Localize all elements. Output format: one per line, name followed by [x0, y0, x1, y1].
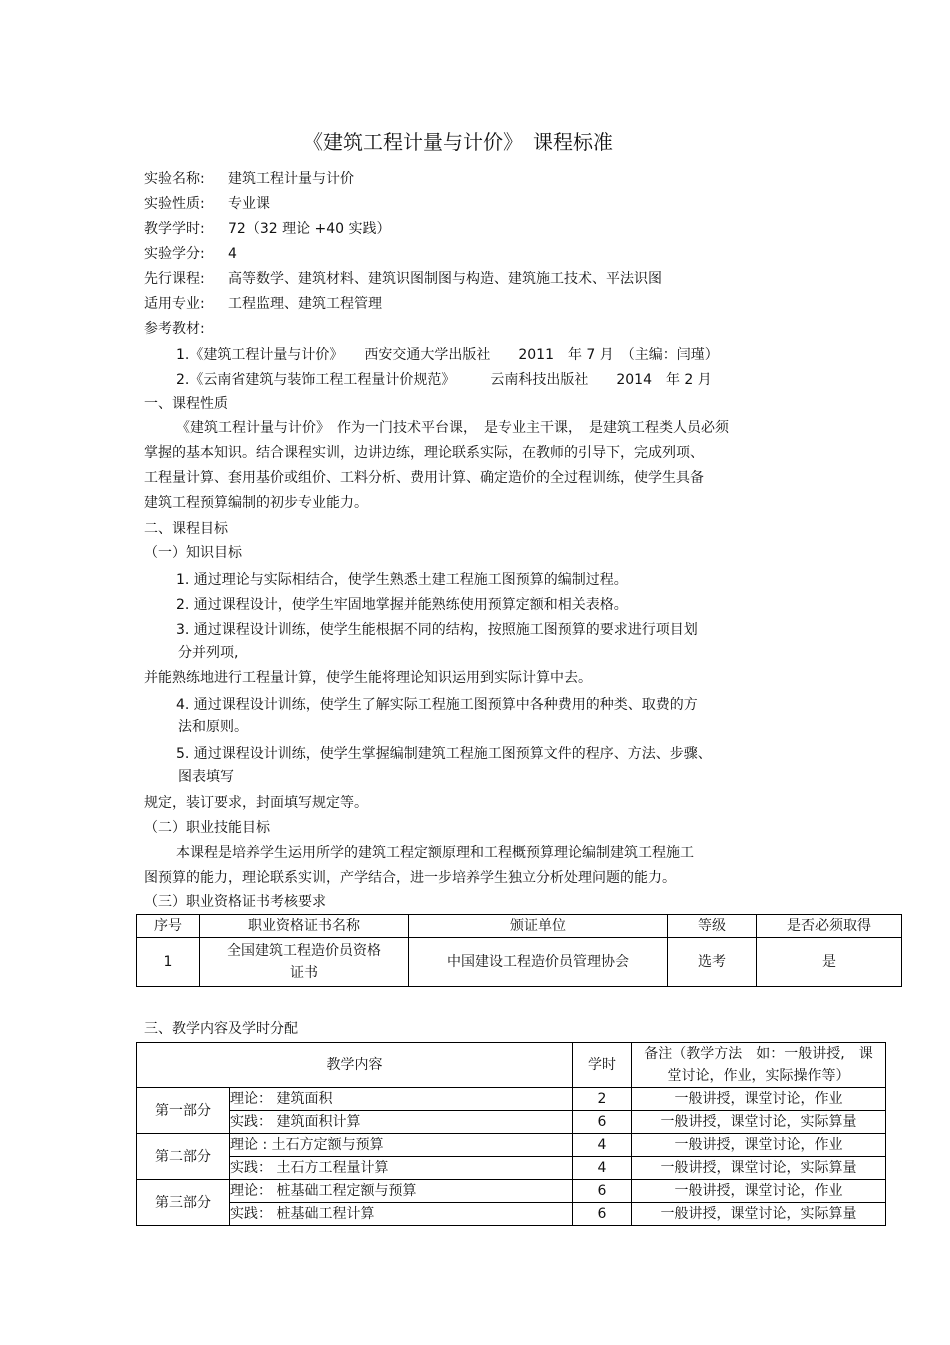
table-header-row: [137, 1043, 886, 1088]
header-cell-note: [632, 1043, 886, 1088]
info-value: 建筑工程计量与计价: [228, 171, 354, 187]
content-cell: 理论 : 土石方定额与预算: [230, 1134, 573, 1157]
info-label: 实验性质:: [144, 196, 205, 212]
subsection-heading: （二）职业技能目标: [144, 820, 270, 836]
list-item: 5. 通过课程设计训练，使学生掌握编制建筑工程施工图预算文件的程序、方法、步骤、: [176, 746, 712, 762]
hours-cell: 6: [573, 1111, 632, 1134]
content-cell: 理论： 建筑面积: [230, 1088, 573, 1111]
note-cell: 一般讲授，课堂讨论，实际算量: [632, 1203, 886, 1226]
note-cell: 一般讲授，课堂讨论，实际算量: [632, 1157, 886, 1180]
list-item: 2. 通过课程设计，使学生牢固地掌握并能熟练使用预算定额和相关表格。: [176, 597, 628, 613]
list-item: 4. 通过课程设计训练，使学生了解实际工程施工图预算中各种费用的种类、取费的方: [176, 697, 698, 713]
paragraph-line: 并能熟练地进行工程量计算，使学生能将理论知识运用到实际计算中去。: [144, 670, 592, 686]
hours-cell: 6: [573, 1203, 632, 1226]
cell-issuer: 中国建设工程造价员管理协会: [409, 938, 668, 987]
subsection-heading: （一）知识目标: [144, 545, 242, 561]
cert-name-line: 证书: [290, 965, 318, 981]
cell-no: 1: [137, 938, 200, 987]
table-row: [137, 1088, 886, 1111]
cell-level: 选考: [668, 938, 757, 987]
info-value: 工程监理、建筑工程管理: [228, 296, 382, 312]
part-cell: 第三部分: [137, 1180, 230, 1226]
hours-cell: 4: [573, 1157, 632, 1180]
page-title: 《建筑工程计量与计价》 课程标准: [303, 130, 613, 154]
part-cell: 第一部分: [137, 1088, 230, 1134]
paragraph-line: 《建筑工程计量与计价》 作为一门技术平台课， 是专业主干课， 是建筑工程类人员必须: [176, 420, 729, 436]
info-label: 教学学时:: [144, 221, 205, 237]
note-header-line: 备注（教学方法 如：一般讲授, 课: [644, 1046, 873, 1062]
content-cell: 实践： 土石方工程量计算: [230, 1157, 573, 1180]
header-cell: 学时: [573, 1043, 632, 1088]
table-row: [137, 1157, 886, 1180]
content-cell: 实践： 桩基础工程计算: [230, 1203, 573, 1226]
info-value: 专业课: [228, 196, 270, 212]
hours-cell: 4: [573, 1134, 632, 1157]
table-row: [137, 1134, 886, 1157]
part-cell: 第二部分: [137, 1134, 230, 1180]
paragraph-line: 建筑工程预算编制的初步专业能力。: [144, 495, 368, 511]
cell-required: 是: [757, 938, 902, 987]
table-row: [137, 1180, 886, 1203]
note-header-line: 堂讨论，作业，实际操作等）: [667, 1068, 850, 1084]
schedule-table: [136, 1042, 886, 1226]
header-cell: 序号: [137, 915, 200, 938]
info-label: 先行课程:: [144, 271, 205, 287]
info-label: 参考教材:: [144, 321, 205, 337]
content-cell: 实践： 建筑面积计算: [230, 1111, 573, 1134]
note-cell: 一般讲授，课堂讨论，作业: [632, 1088, 886, 1111]
list-item-continued: 分并列项,: [178, 645, 239, 661]
info-value: 4: [228, 246, 237, 262]
paragraph-line: 规定，装订要求，封面填写规定等。: [144, 795, 368, 811]
cell-cert-name: [200, 938, 409, 987]
header-cell: 是否必须取得: [757, 915, 902, 938]
textbook-item: 1.《建筑工程计量与计价》 西安交通大学出版社 2011 年 7 月 （主编：闫瑾）: [176, 347, 719, 363]
table-header-row: [137, 915, 902, 938]
list-item: 3. 通过课程设计训练，使学生能根据不同的结构，按照施工图预算的要求进行项目划: [176, 622, 698, 638]
section-heading: 三、教学内容及学时分配: [144, 1021, 298, 1037]
paragraph-line: 工程量计算、套用基价或组价、工料分析、费用计算、确定造价的全过程训练，使学生具备: [144, 470, 704, 486]
info-label: 适用专业:: [144, 296, 205, 312]
subsection-heading: （三）职业资格证书考核要求: [144, 894, 326, 910]
table-row: [137, 1203, 886, 1226]
list-item-continued: 图表填写: [178, 769, 234, 785]
paragraph-line: 图预算的能力，理论联系实训，产学结合，进一步培养学生独立分析处理问题的能力。: [144, 870, 676, 886]
cert-name-line: 全国建筑工程造价员资格: [227, 943, 381, 959]
note-cell: 一般讲授，课堂讨论，作业: [632, 1180, 886, 1203]
section-heading: 一、课程性质: [144, 396, 228, 412]
header-cell: 教学内容: [137, 1043, 573, 1088]
info-label: 实验学分:: [144, 246, 205, 262]
header-cell: 职业资格证书名称: [200, 915, 409, 938]
content-cell: 理论： 桩基础工程定额与预算: [230, 1180, 573, 1203]
info-value: 72（32 理论 +40 实践）: [228, 221, 391, 237]
table-row: [137, 938, 902, 987]
paragraph-line: 掌握的基本知识。结合课程实训，边讲边练，理论联系实际，在教师的引导下，完成列项、: [144, 445, 704, 461]
list-item-continued: 法和原则。: [178, 719, 248, 735]
cert-table: [136, 914, 902, 987]
textbook-item: 2.《云南省建筑与装饰工程工程量计价规范》 云南科技出版社 2014 年 2 月: [176, 372, 712, 388]
section-heading: 二、课程目标: [144, 521, 228, 537]
header-cell: 等级: [668, 915, 757, 938]
note-cell: 一般讲授，课堂讨论，作业: [632, 1134, 886, 1157]
info-label: 实验名称:: [144, 171, 205, 187]
list-item: 1. 通过理论与实际相结合，使学生熟悉土建工程施工图预算的编制过程。: [176, 572, 628, 588]
hours-cell: 2: [573, 1088, 632, 1111]
note-cell: 一般讲授，课堂讨论，实际算量: [632, 1111, 886, 1134]
info-value: 高等数学、建筑材料、建筑识图制图与构造、建筑施工技术、平法识图: [228, 271, 662, 287]
paragraph-line: 本课程是培养学生运用所学的建筑工程定额原理和工程概预算理论编制建筑工程施工: [176, 845, 694, 861]
header-cell: 颁证单位: [409, 915, 668, 938]
table-row: [137, 1111, 886, 1134]
hours-cell: 6: [573, 1180, 632, 1203]
